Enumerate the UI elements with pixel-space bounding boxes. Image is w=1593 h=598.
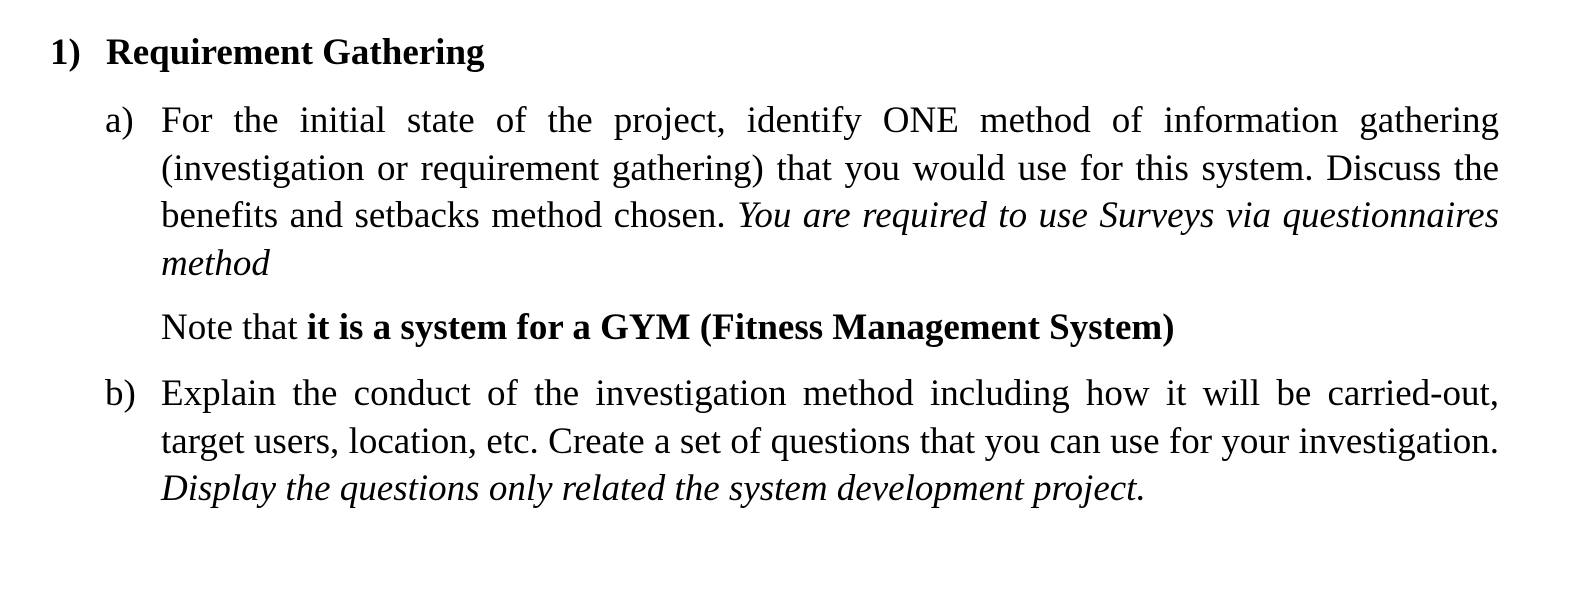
- note-prefix: Note that: [161, 307, 298, 348]
- item-b-text: Explain the conduct of the investigation method including how it will be carried-out, target users, location, etc. Create a set of questions that you can use for your investigation.: [161, 373, 1499, 462]
- item-a-instruction: You are required to use Surveys via questionnaires method: [161, 195, 1499, 284]
- note-line: [161, 304, 1175, 352]
- list-item-b: [105, 370, 1499, 513]
- item-b-instruction: Display the questions only related the system development project.: [161, 468, 1146, 509]
- section-heading: [50, 31, 485, 75]
- list-item-b-body: [161, 370, 1499, 513]
- note-emphasis: it is a system for a GYM (Fitness Management System): [306, 307, 1175, 348]
- section-number: 1): [50, 32, 81, 73]
- item-a-text: For the initial state of the project, identify ONE method of information gathering (investigation or requirement gathering) that you would use for this system. Discuss the benefits and setbacks method chosen.: [161, 100, 1499, 236]
- list-marker-b: b): [105, 373, 136, 414]
- list-marker-a: a): [105, 100, 134, 141]
- list-item-a: [105, 97, 1499, 287]
- section-title: Requirement Gathering: [106, 32, 485, 73]
- list-item-a-body: [161, 97, 1499, 287]
